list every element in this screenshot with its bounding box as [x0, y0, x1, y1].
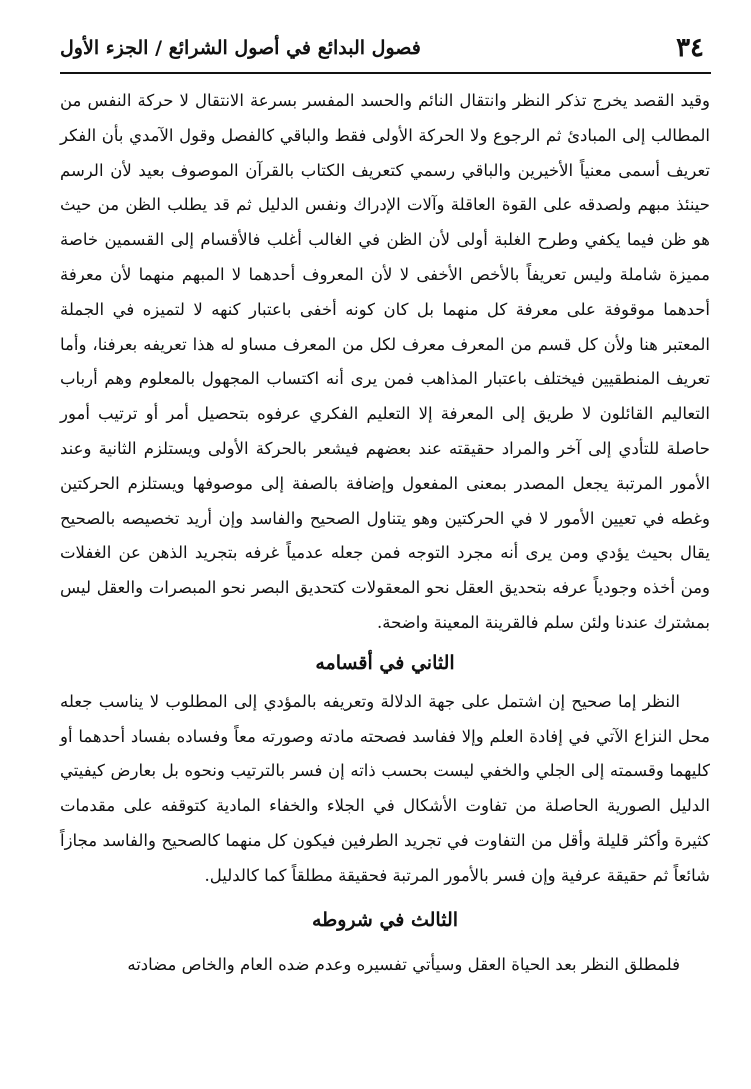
- paragraph-2: النظر إما صحيح إن اشتمل على جهة الدلالة وتعريفه بالمؤدي إلى المطلوب لا يناسب جعله محل النزاع الآتي في إفادة العلم وإلا ففاسد فصحته مادته وصورته معاً وفساده بفساد أحدهما أو كليهما وقسمته إلى الجلي والخفي ليست بحسب ذاته إن فسر بالترتيب ونحوه بل بعارض كيفيتي الدليل الصورية الحاصلة من تفاوت الأشكال في الجلاء والخفاء المادية كتوقفه على مقدمات كثيرة وأكثر قليلة وأقل من التفاوت في تجريد الطرفين فيكون كل منهما كالصحيح والفاسد مجازاً شائعاً ثم حقيقة عرفية وإن فسر بالأمور المرتبة فحقيقة مطلقاً كما كالدليل.: [60, 691, 710, 885]
- page-number: ٣٤: [676, 33, 704, 63]
- paragraph-1: وقيد القصد يخرج تذكر النظر وانتقال النائم والحسد المفسر بسرعة الانتقال لا حركة النفس من المطالب إلى المبادئ ثم الرجوع ولا الحركة الأولى فقط والباقي كالفصل وقول الآمدي بأن الفكر تعريف أسمى معنياً الأخيرين والباقي رسمي كتعريف الكتاب بالقرآن الموصوف بعيد لأن الرسم حينئذ مبهم ولصدقه على القوة العاقلة وآلات الإدراك ونفس الدليل ثم قد يطلب الظن من حيث هو ظن فيما يكفي وطرح الغلبة أولى لأن الظن في الغالب أغلب فالأقسام إلى القسمين خاصة مميزة شاملة وليس تعريفاً بالأخص الأخفى لا لأن المعروف أحدهما لا المبهم منهما لأن معرفة أحدهما موقوفة على معرفة كل منهما بل كان كونه أخفى باعتبار كنهه لا لتميزه في الجملة المعتبر هنا ولأن كل قسم من المعرف معرف لكل من المعرف مساو له هذا تعريفه بعرفنا، وأما تعريف المنطقيين فيختلف باعتبار المذاهب فمن يرى أنه اكتساب المجهول بالمعلوم وهم أرباب التعاليم القائلون لا طريق إلى المعرفة إلا التعليم الفكري عرفوه بتحصيل أمر أو ترتيب أمور حاصلة للتأدي إلى آخر والمراد حقيقته عند بعضهم فيشعر بالحركة الأولى ويستلزم الثانية وعند الأمور المرتبة يجعل المصدر بمعنى المفعول وإضافة بالصفة إلى موصوفها ويستلزم الحركتين وغطه في تعيين الأمور لا في الحركتين وهو يتناول الصحيح والفاسد وإن أريد تخصيصه بالصحيح يقال بحيث يؤدي ومن يرى أنه مجرد التوجه فمن جعله عدمياً غرفه بتجريد الذهن عن الغفلات ومن أخذه وجودياً عرفه بتحديق العقل نحو المعقولات كتحديق البصر نحو المبصرات والعقل ليس بمشترك عندنا ولئن سلم فالقرينة المعينة واضحة.: [60, 91, 710, 632]
- page-body: [60, 84, 710, 982]
- paragraph-3: فلمطلق النظر بعد الحياة العقل وسيأتي تفسيره وعدم ضده العام والخاص مضادته: [127, 954, 680, 974]
- section-heading-conditions: الثالث في شروطه: [311, 908, 459, 931]
- header-rule: [60, 72, 711, 74]
- running-header: [60, 26, 710, 70]
- book-title: فصول البدائع في أصول الشرائع / الجزء الأول: [60, 37, 421, 59]
- section-heading-divisions: الثاني في أقسامه: [315, 651, 455, 674]
